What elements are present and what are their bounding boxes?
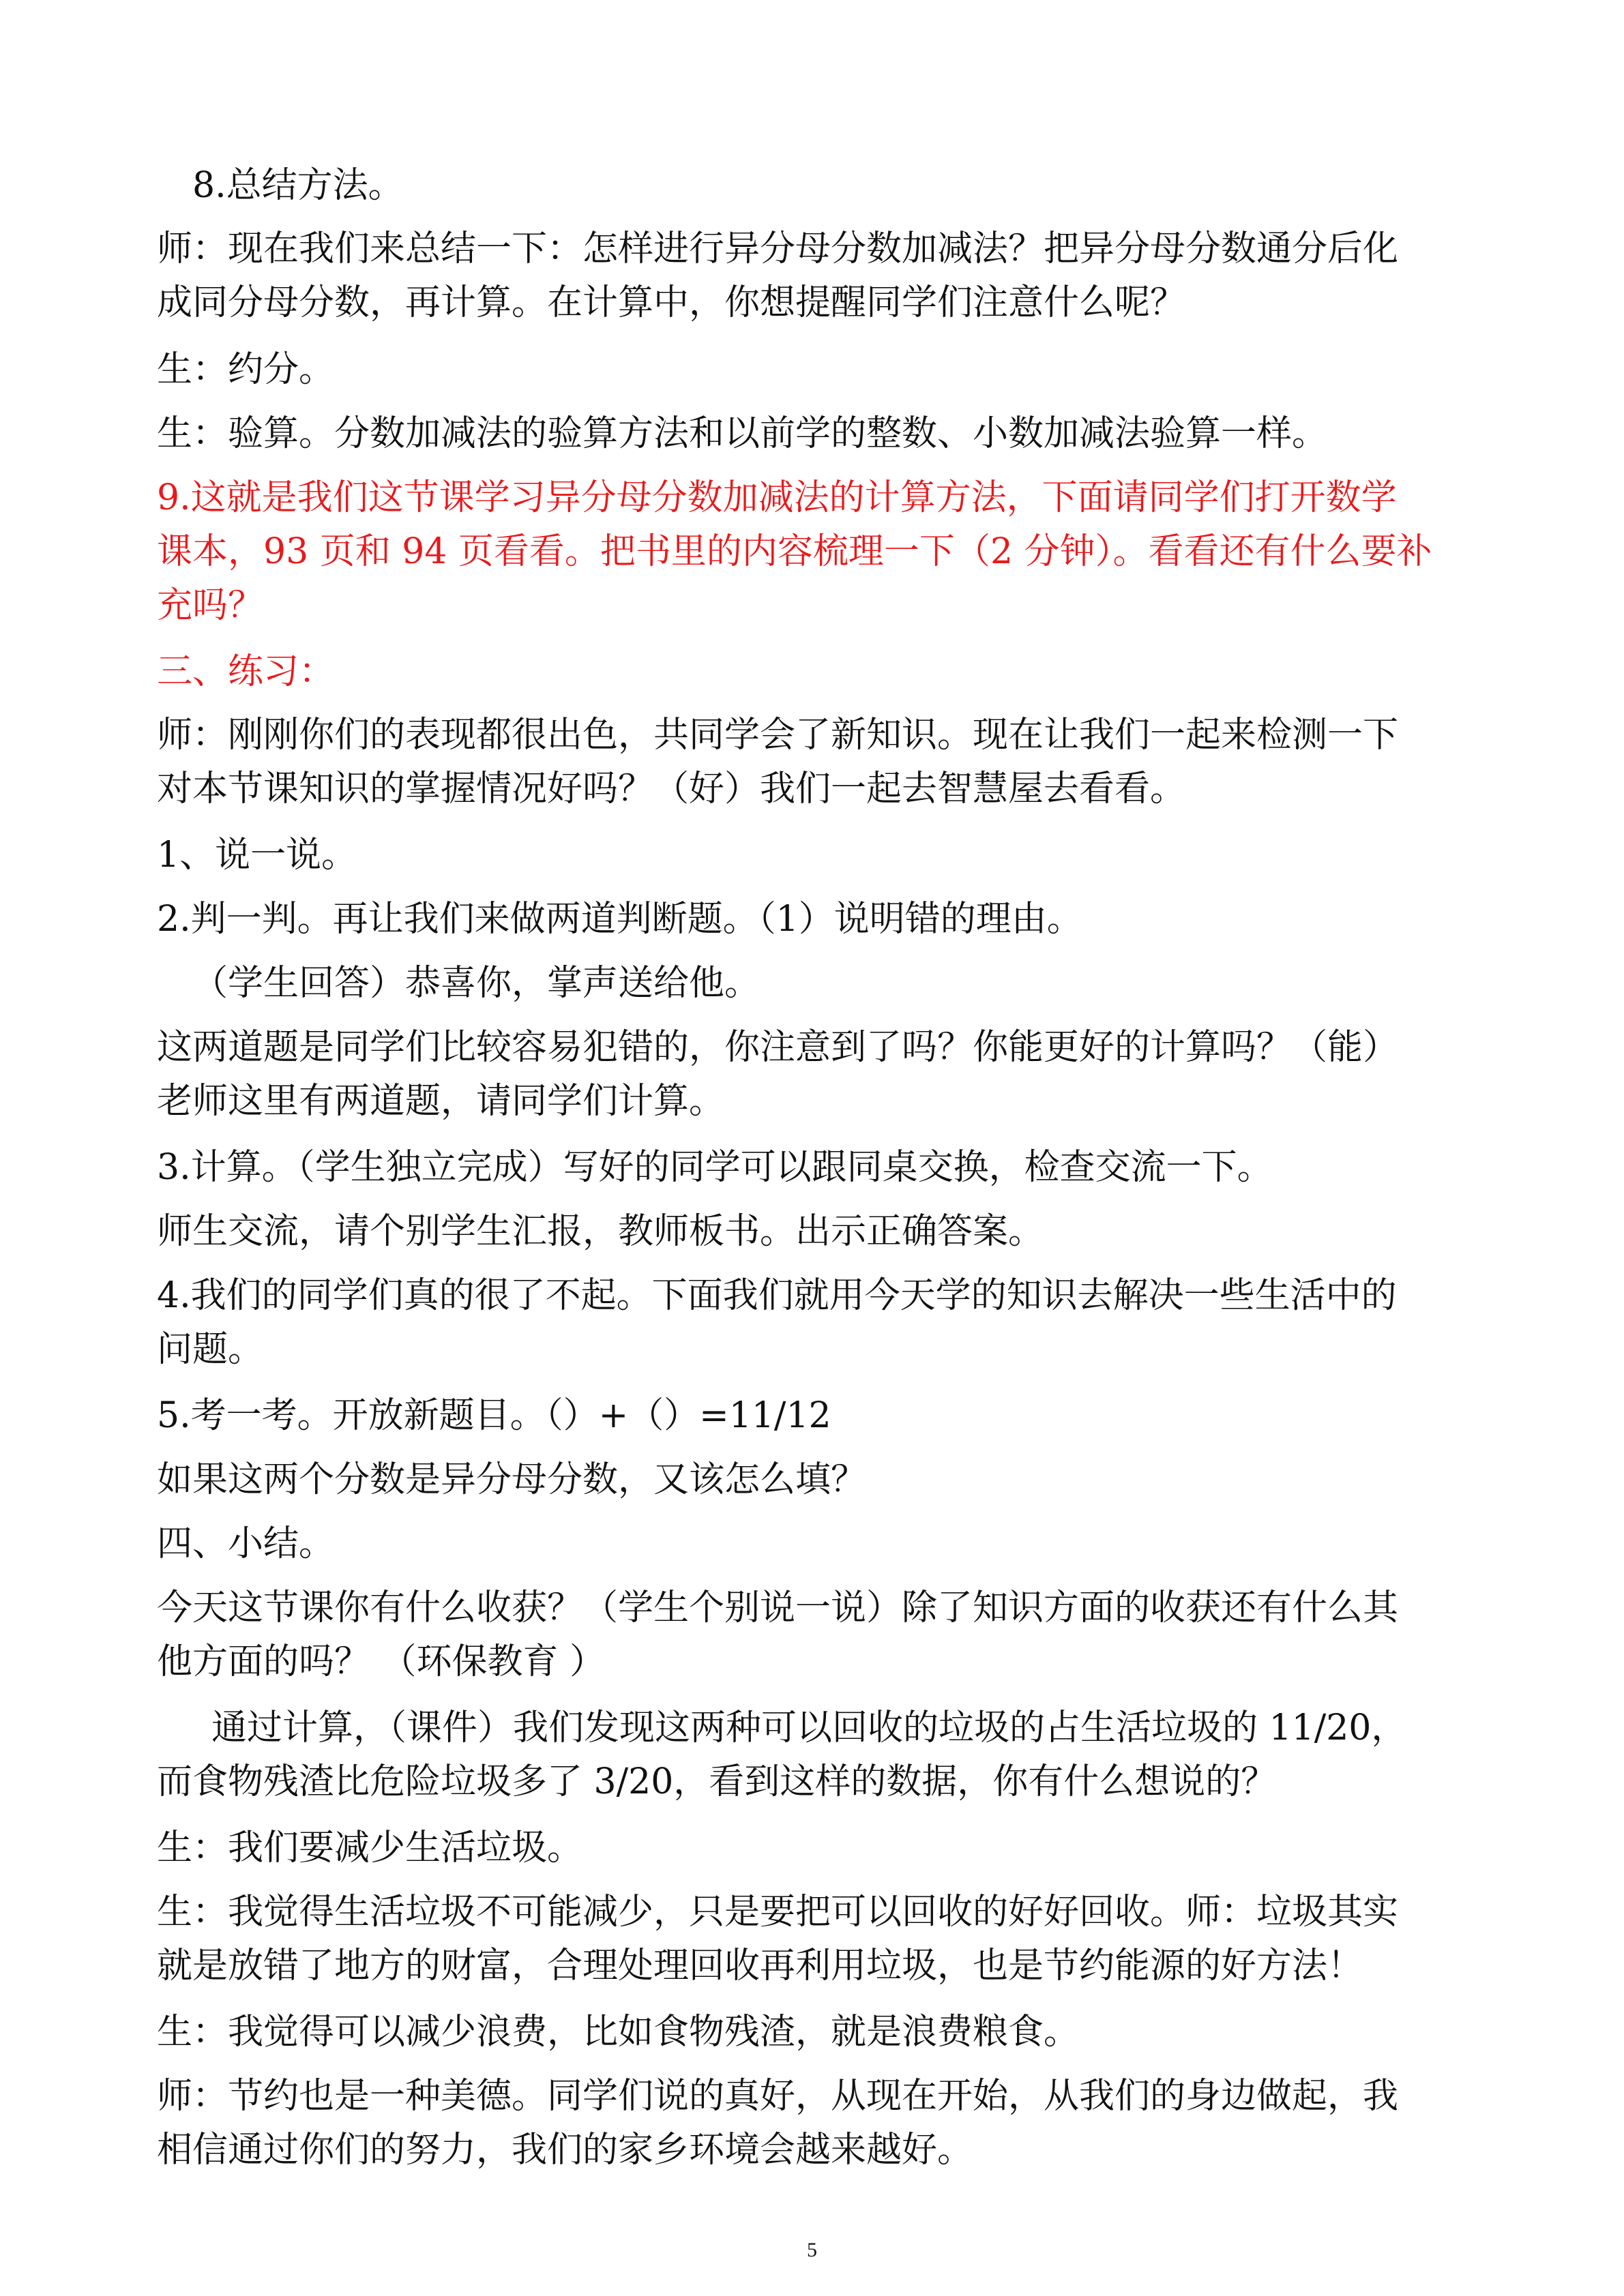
- exercise-item: 5.考一考。开放新题目。（）+（）=11/12: [157, 1395, 831, 1436]
- paragraph-line: 师生交流，请个别学生汇报，教师板书。出示正确答案。: [157, 1211, 1044, 1252]
- exercise-item: 1、说一说。: [157, 835, 357, 876]
- teacher-line-cont: 成同分母分数，再计算。在计算中，你想提醒同学们注意什么呢？: [157, 282, 1186, 323]
- paragraph-line: 通过计算，（课件）我们发现这两种可以回收的垃圾的占生活垃圾的 11/20，: [211, 1708, 1407, 1748]
- exercise-item: 4.我们的同学们真的很了不起。下面我们就用今天学的知识去解决一些生活中的: [157, 1275, 1397, 1316]
- student-line: 生：我觉得可以减少浪费，比如食物残渣，就是浪费粮食。: [157, 2012, 1080, 2053]
- highlight-instruction: 9.这就是我们这节课学习异分母分数加减法的计算方法，下面请同学们打开数学: [157, 477, 1397, 518]
- page-number: 5: [807, 2239, 817, 2261]
- teacher-line: 师：节约也是一种美德。同学们说的真好，从现在开始，从我们的身边做起，我: [157, 2076, 1399, 2117]
- paragraph-line-cont: 而食物残渣比危险垃圾多了 3/20，看到这样的数据，你有什么想说的？: [157, 1761, 1277, 1802]
- student-line-cont: 就是放错了地方的财富，合理处理回收再利用垃圾，也是节约能源的好方法！: [157, 1945, 1363, 1986]
- teacher-line-cont: 相信通过你们的努力，我们的家乡环境会越来越好。: [157, 2130, 973, 2171]
- student-line: 生：约分。: [157, 349, 335, 390]
- highlight-instruction-cont: 课本，93 页和 94 页看看。把书里的内容梳理一下（2 分钟）。看看还有什么要补: [157, 531, 1432, 572]
- paragraph-line-cont: 他方面的吗？ （环保教育 ）: [157, 1641, 606, 1682]
- paragraph-line: （学生回答）恭喜你，掌声送给他。: [192, 963, 761, 1004]
- exercise-item-cont: 问题。: [157, 1329, 264, 1370]
- teacher-line: 师：刚刚你们的表现都很出色，共同学会了新知识。现在让我们一起来检测一下: [157, 715, 1399, 756]
- teacher-line-cont: 对本节课知识的掌握情况好吗？（好）我们一起去智慧屋去看看。: [157, 769, 1186, 809]
- paragraph-line: 今天这节课你有什么收获？（学生个别说一说）除了知识方面的收获还有什么其: [157, 1587, 1399, 1628]
- student-line: 生：我们要减少生活垃圾。: [157, 1828, 583, 1868]
- exercise-item: 2.判一判。再让我们来做两道判断题。（1）说明错的理由。: [157, 899, 1082, 940]
- student-line: 生：验算。分数加减法的验算方法和以前学的整数、小数加减法验算一样。: [157, 413, 1328, 454]
- paragraph-line: 老师这里有两道题，请同学们计算。: [157, 1081, 725, 1122]
- section-heading-summary: 四、小结。: [157, 1523, 335, 1564]
- heading-summary-method: 8.总结方法。: [192, 165, 404, 206]
- student-line: 生：我觉得生活垃圾不可能减少，只是要把可以回收的好好回收。师：垃圾其实: [157, 1892, 1399, 1933]
- highlight-instruction-cont: 充吗？: [157, 585, 264, 626]
- teacher-line: 师：现在我们来总结一下：怎样进行异分母分数加减法？把异分母分数通分后化: [157, 228, 1399, 269]
- exercise-item: 3.计算。（学生独立完成）写好的同学可以跟同桌交换，检查交流一下。: [157, 1147, 1273, 1188]
- paragraph-line: 如果这两个分数是异分母分数，又该怎么填？: [157, 1459, 867, 1500]
- paragraph-line: 这两道题是同学们比较容易犯错的，你注意到了吗？你能更好的计算吗？（能）: [157, 1027, 1399, 1068]
- section-heading-practice: 三、练习：: [157, 651, 335, 692]
